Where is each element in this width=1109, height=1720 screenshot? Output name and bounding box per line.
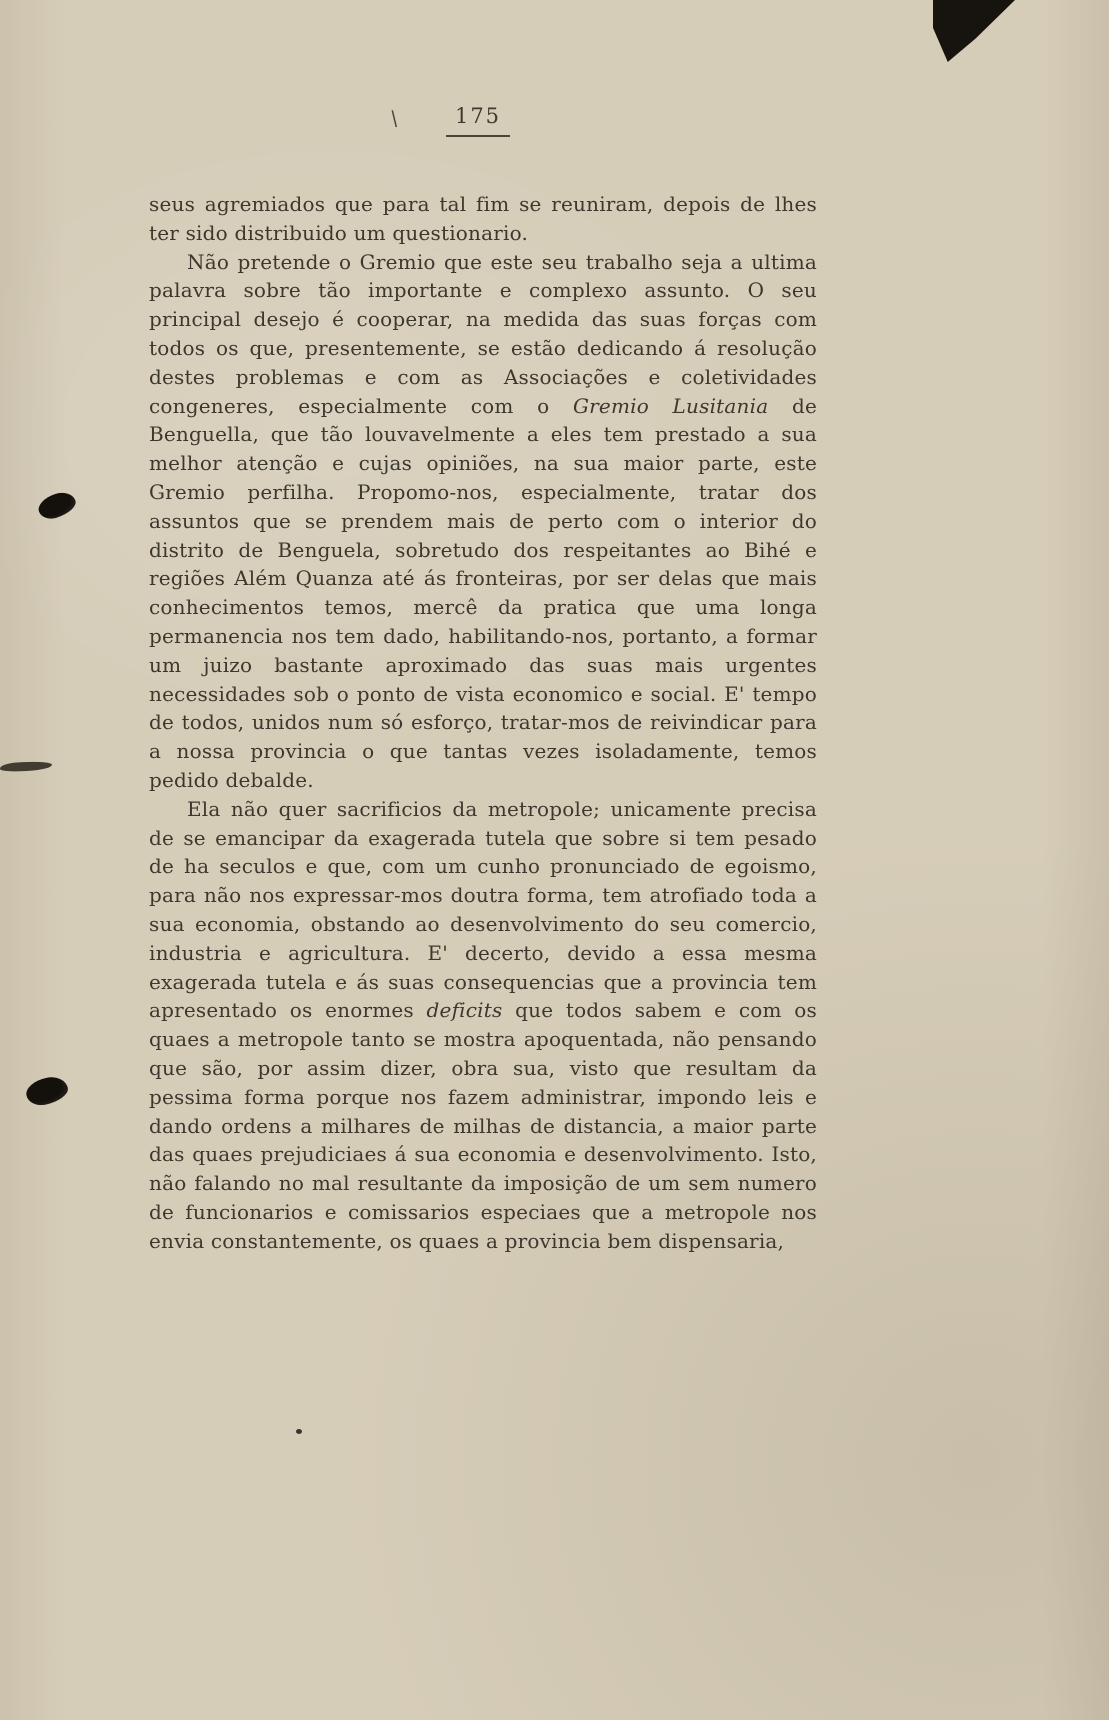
text-run: Não pretende o Gremio que este seu trabalho seja a ultima palavra sobre tão importante e complexo assunto. O seu principal desejo é cooperar, na medida das suas forças com todos os que, presentemente, se estão dedicando á resolução destes problemas e com as Associações e coletividades congeneres, especialmente com o — [149, 249, 817, 418]
ink-blot-bottom — [24, 1074, 70, 1108]
italic-run: Gremio Lusitania — [572, 393, 769, 418]
corner-ink-mark — [933, 0, 1015, 62]
ink-blot-top — [35, 489, 78, 523]
stray-mark: \ — [390, 105, 399, 131]
text-run: que todos sabem e com os quaes a metropole tanto se mostra apoquentada, não pensando que são, por assim dizer, obra sua, visto que resultam da pessima forma porque nos fazem administrar, impondo leis e dando ordens a milhares de milhas de distancia, a maior parte das quaes prejudiciaes á sua economia e desenvolvimento. Isto, não falando no mal resultante da imposição de um sem numero de funcionarios e comissarios especiaes que a metropole nos envia constantemente, os quaes a provincia bem dispensaria, — [149, 998, 817, 1253]
text-block — [149, 190, 817, 1255]
page-number — [446, 104, 510, 137]
paragraph — [149, 190, 817, 248]
ink-dash-mark — [0, 761, 52, 773]
paragraph — [149, 795, 817, 1256]
text-run: Ela não quer sacrificios da metropole; unicamente precisa de se emancipar da exagerada tutela que sobre si tem pesado de ha seculos e que, com um cunho pronunciado de egoismo, para não nos expressar-mos doutra forma, tem atrofiado toda a sua economia, obstando ao desenvolvimento do seu comercio, industria e agricultura. E' decerto, devido a essa mesma exagerada tutela e ás suas consequencias que a provincia tem apresentado os enormes — [149, 796, 817, 1023]
paragraph — [149, 248, 817, 795]
page-number-text: 175 — [454, 104, 502, 128]
text-run: de Benguella, que tão louvavelmente a eles tem prestado a sua melhor atenção e cujas opiniões, na sua maior parte, este Gremio perfilha. Propomo-nos, especialmente, tratar dos assuntos que se prendem mais de perto com o interior do distrito de Benguela, sobretudo dos respeitantes ao Bihé e regiões Além Quanza até ás fronteiras, por ser delas que mais conhecimentos temos, mercê da pratica que uma longa permanencia nos tem dado, habilitando-nos, portanto, a formar um juizo bastante aproximado das suas mais urgentes necessidades sob o ponto de vista economico e social. E' tempo de todos, unidos num só esforço, tratar-mos de reivindicar para a nossa provincia o que tantas vezes isoladamente, temos pedido debalde. — [149, 393, 817, 792]
ink-dot-mark — [296, 1429, 302, 1434]
text-run: seus agremiados que para tal fim se reuniram, depois de lhes ter sido distribuido um questionario. — [149, 192, 817, 245]
italic-run: deficits — [426, 998, 503, 1023]
